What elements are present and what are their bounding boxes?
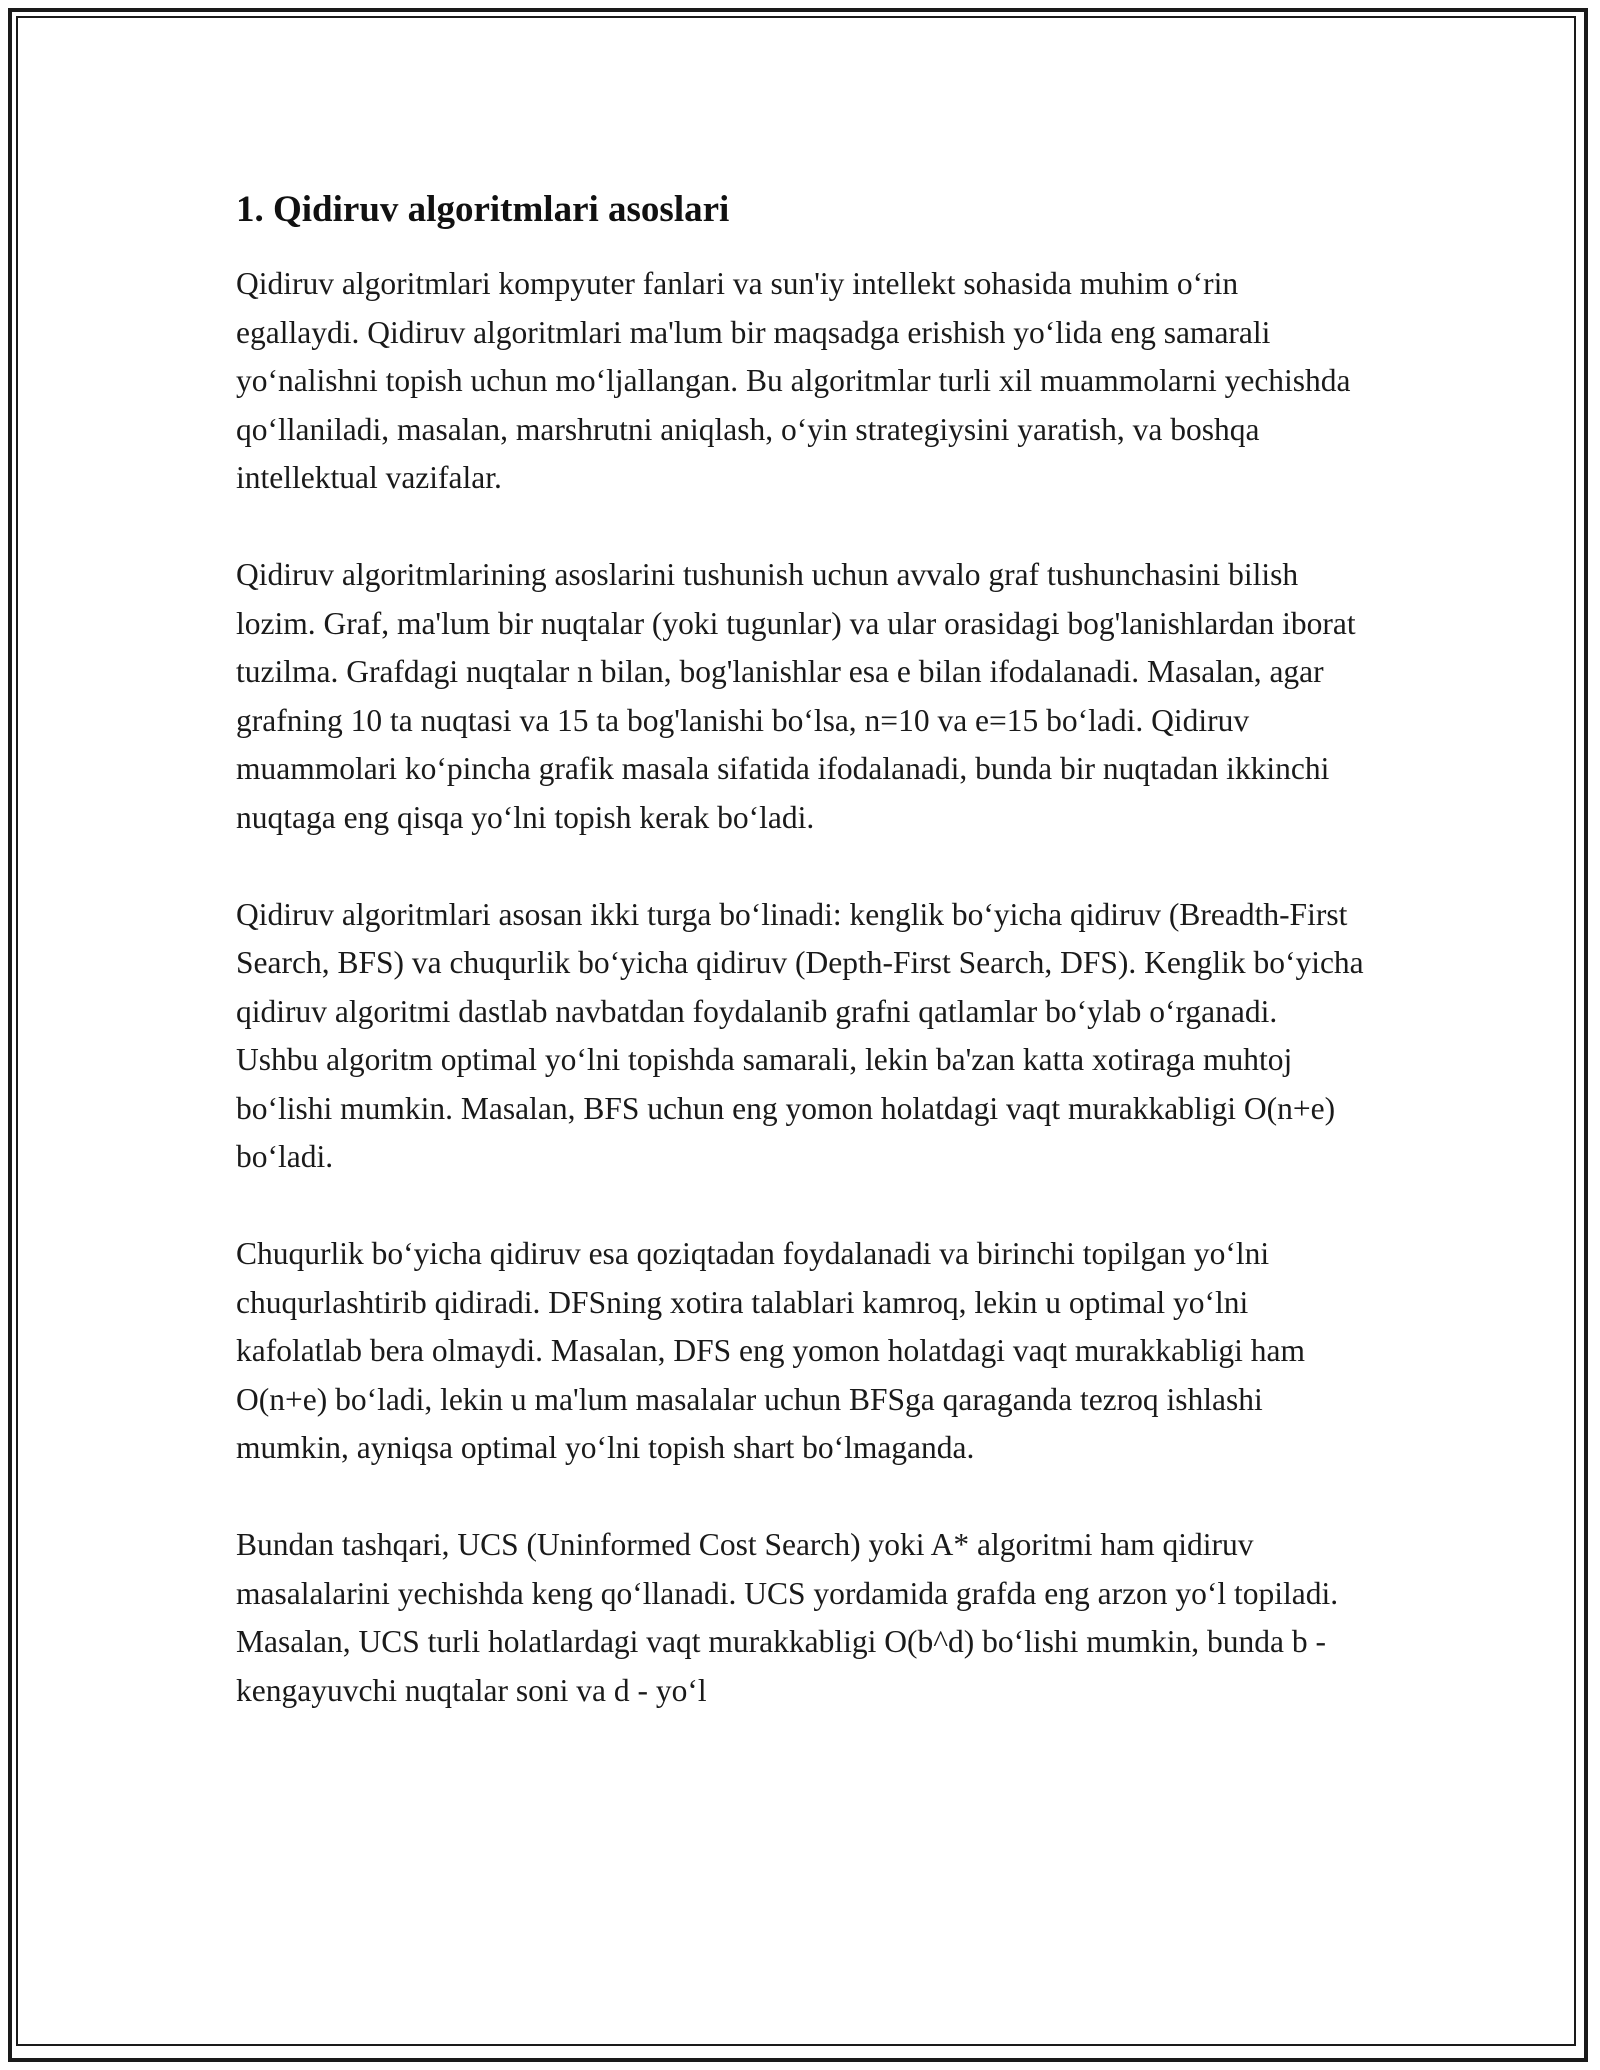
paragraph-graph-basics: Qidiruv algoritmlarining asoslarini tushunish uchun avvalo graf tushunchasini bilish lozim. Graf, ma'lum bir nuqtalar (yoki tugunlar) va ular orasidagi bog'lanishlardan iborat tuzilma. Grafdagi nuqtalar n bilan, bog'lanishlar esa e bilan ifodalanadi. Masalan, agar grafning 10 ta nuqtasi va 15 ta bog'lanishi bo‘lsa, n=10 va e=15 bo‘ladi. Qidiruv muammolari ko‘pincha grafik masala sifatida ifodalanadi, bunda bir nuqtadan ikkinchi nuqtaga eng qisqa yo‘lni topish kerak bo‘ladi. <box>236 557 1356 835</box>
section-heading: 1. Qidiruv algoritmlari asoslari <box>236 189 730 230</box>
paragraph-bfs: Qidiruv algoritmlari asosan ikki turga bo‘linadi: kenglik bo‘yicha qidiruv (Breadth-First Search, BFS) va chuqurlik bo‘yicha qidiruv (Depth-First Search, DFS). Kenglik bo‘yicha qidiruv algoritmi dastlab navbatdan foydalanib grafni qatlamlar bo‘ylab o‘rganadi. Ushbu algoritm optimal yo‘lni topishda samarali, lekin ba'zan katta xotiraga muhtoj bo‘lishi mumkin. Masalan, BFS uchun eng yomon holatdagi vaqt murakkabligi O(n+e) bo‘ladi. <box>236 896 1364 1174</box>
paragraph-intro: Qidiruv algoritmlari kompyuter fanlari va sun'iy intellekt sohasida muhim o‘rin egallaydi. Qidiruv algoritmlari ma'lum bir maqsadga erishish yo‘lida eng samarali yo‘nalishni topish uchun mo‘ljallangan. Bu algoritmlar turli xil muammolarni yechishda qo‘llaniladi, masalan, marshrutni aniqlash, o‘yin strategiysini yaratish, va boshqa intellektual vazifalar. <box>236 266 1351 495</box>
paragraph-dfs: Chuqurlik bo‘yicha qidiruv esa qoziqtadan foydalanadi va birinchi topilgan yo‘lni chuqurlashtirib qidiradi. DFSning xotira talablari kamroq, lekin u optimal yo‘lni kafolatlab bera olmaydi. Masalan, DFS eng yomon holatdagi vaqt murakkabligi ham O(n+e) bo‘ladi, lekin u ma'lum masalalar uchun BFSga qaraganda tezroq ishlashi mumkin, ayniqsa optimal yo‘lni topish shart bo‘lmaganda. <box>236 1236 1306 1465</box>
document-body <box>236 186 1366 1764</box>
paragraph-ucs: Bundan tashqari, UCS (Uninformed Cost Search) yoki A* algoritmi ham qidiruv masalalarini yechishda keng qo‘llanadi. UCS yordamida grafda eng arzon yo‘l topiladi. Masalan, UCS turli holatlardagi vaqt murakkabligi O(b^d) bo‘lishi mumkin, bunda b - kengayuvchi nuqtalar soni va d - yo‘l <box>236 1527 1339 1708</box>
